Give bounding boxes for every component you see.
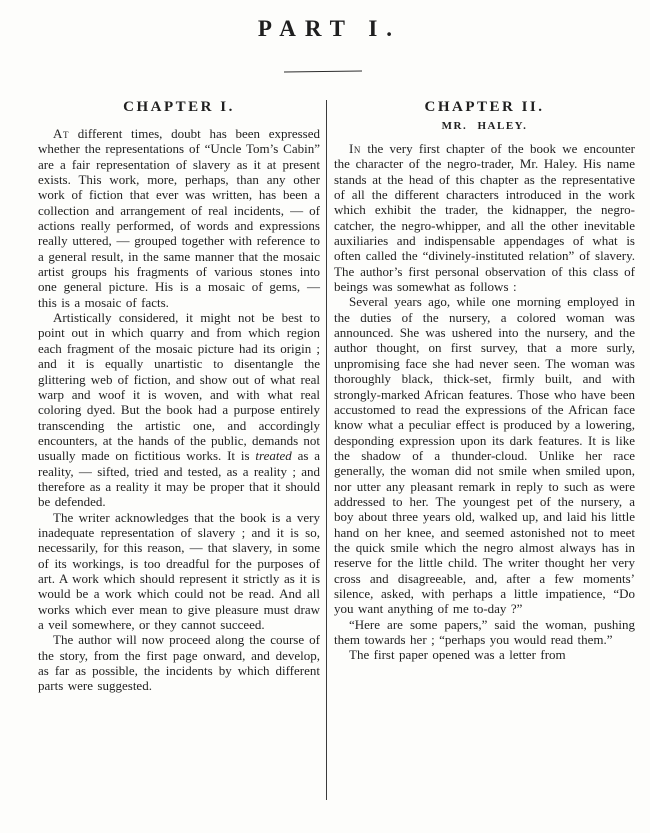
paragraph-text: Artistically considered, it might not be best to point out in which quarry and from which region each fragment of the mosaic picture had its origin ; and it is equally unartistic to disentangle the glittering web of fiction, and show out of what real warp and woof it is woven, and with what real coloring dyed. But the book had a purpose entirely transcending the artistic one, and accordingly encounters, at the hands of the public, demands not usually made on fictitious works. It is	[38, 310, 320, 464]
paragraph: The writer acknowledges that the book is a very inadequate representation of slavery ; and it is so, necessarily, for this reason, — that slavery, in some of its workings, is too dreadful for the purposes of art. A work which should represent it strictly as it is would be a work which could not be read. And all works which ever mean to give pleasure must draw a veil somewhere, or they cannot succeed.	[38, 509, 320, 632]
paragraph	[38, 310, 320, 509]
paragraph: “Here are some papers,” said the woman, pushing them towards her ; “perhaps you would read them.”	[334, 616, 635, 647]
chapter-2-heading: CHAPTER II.	[424, 99, 545, 115]
chapter-1-heading: CHAPTER I.	[123, 99, 235, 115]
left-column	[38, 99, 320, 694]
paragraph	[38, 126, 320, 310]
section-subheading-mr-haley: MR. HALEY.	[441, 120, 528, 132]
lead-word: At	[53, 126, 70, 141]
paragraph-text: as a reality, — sifted, tried and tested, as a reality ; and therefore as a reality it may be proper that it should be defended.	[38, 448, 320, 510]
title-divider-rule	[284, 71, 362, 73]
paragraph-text: different times, doubt has been expressed whether the representations of “Uncle Tom’s Cabin” are a fair representation of slavery as it at present exists. This work, more, perhaps, than any other work of fiction that ever was written, has been a collection and arrangement of real incidents, — of actions really performed, of words and expressions really uttered, — grouped together with reference to a general result, in the same manner that the mosaic artist groups his fragments of various stones into one general picture. His is a mosaic of gems, — this is a mosaic of facts.	[38, 126, 320, 310]
two-column-text-block	[38, 99, 635, 694]
paragraph: The author will now proceed along the course of the story, from the first page onward, and develop, as far as possible, the incidents by which different parts were suggested.	[38, 632, 320, 694]
paragraph	[334, 141, 635, 294]
lead-word: In	[349, 141, 362, 156]
italic-word: treated	[255, 448, 292, 464]
paragraph: The first paper opened was a letter from	[349, 647, 566, 663]
right-column	[334, 99, 635, 663]
part-title: PART I.	[257, 16, 402, 41]
paragraph: Several years ago, while one morning employed in the duties of the nursery, a colored woman was announced. She was ushered into the nursery, and the author thought, on first survey, that a more surly, unpromising face she had never seen. The woman was thoroughly black, thick-set, firmly built, and with strongly-marked African features. Those who have been accustomed to read the expressions of the African face know what a peculiar effect is produced by a lowering, desponding expression upon its dark features. It is like the shadow of a thunder-cloud. Unlike her race generally, the woman did not smile when smiled upon, nor utter any pleasant remark in reply to such as were addressed to her. The youngest pet of the nursery, a boy about three years old, walked up, and laid his little hand on her knee, and seemed astonished not to meet the quick smile which the negro almost always has in reserve for the little child. The writer thought her very cross and disagreeable, and, after a few moments’ silence, asked, with perhaps a little impatience, “Do you want anything of me to-day ?”	[334, 294, 635, 617]
paragraph-text: the very first chapter of the book we encounter the character of the negro-trader, Mr. Haley. His name stands at the head of this chapter as the representative of all the different characters introduced in the work which exhibit the trader, the kidnapper, the negro-catcher, the negro-whipper, and all the other inevitable auxiliaries and indispensable appendages of what is often called the “divinely-instituted relation” of slavery. The author’s first personal observation of this class of beings was somewhat as follows :	[334, 141, 635, 295]
